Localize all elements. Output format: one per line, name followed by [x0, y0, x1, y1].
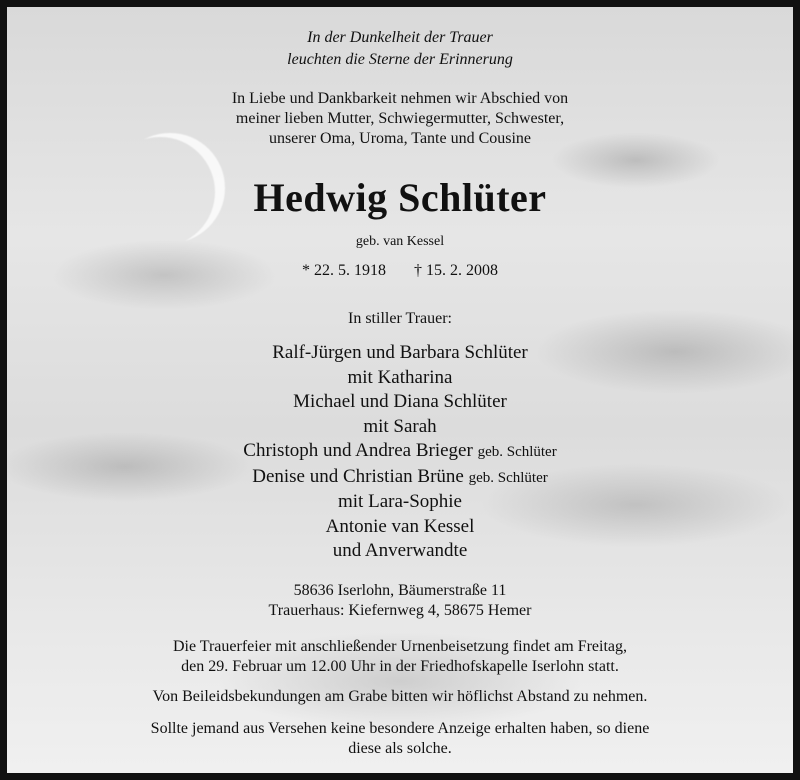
mourner-list [7, 341, 793, 564]
intro-line-1: In Liebe und Dankbarkeit nehmen wir Abschied von [231, 90, 569, 107]
birth-date: * 22. 5. 1918 [302, 262, 386, 279]
maiden-name-suffix: geb. Schlüter [477, 444, 557, 460]
mourner-line: Antonie van Kessel [325, 515, 475, 537]
funeral-line-1: Die Trauerfeier mit anschließender Urnenbeisetzung findet am Freitag, [172, 638, 628, 655]
life-dates [7, 261, 793, 281]
closing-line-2: diese als solche. [348, 740, 452, 757]
mourner-line: Ralf-Jürgen und Barbara Schlüter [272, 342, 528, 363]
motto-line-1: In der Dunkelheit der Trauer [307, 29, 493, 46]
address-line-1: 58636 Iserlohn, Bäumerstraße 11 [293, 582, 507, 599]
intro-line-3: unserer Oma, Uroma, Tante und Cousine [268, 130, 532, 147]
mourning-heading: In stiller Trauer: [348, 310, 452, 327]
mourner-line: Michael und Diana Schlüter [293, 391, 507, 412]
motto-line-2: leuchten die Sterne der Erinnerung [287, 51, 513, 68]
obituary-notice [7, 7, 793, 773]
mourner-line: mit Katharina [347, 366, 453, 388]
closing-line-1: Sollte jemand aus Versehen keine besondere Anzeige erhalten haben, so diene [150, 720, 650, 737]
mourner-line: mit Sarah [363, 415, 437, 437]
mourner-line: und Anverwandte [332, 540, 468, 561]
condolence-note: Von Beileidsbekundungen am Grabe bitten wir höflichst Abstand zu nehmen. [152, 688, 648, 705]
intro-line-2: meiner lieben Mutter, Schwiegermutter, Schwester, [235, 110, 565, 127]
mourner-line: mit Lara-Sophie [338, 491, 462, 512]
death-date: † 15. 2. 2008 [414, 262, 498, 279]
deceased-name: Hedwig Schlüter [253, 175, 547, 220]
birth-name: geb. van Kessel [355, 234, 445, 249]
funeral-line-2: den 29. Februar um 12.00 Uhr in der Friedhofskapelle Iserlohn statt. [181, 658, 619, 675]
maiden-name-suffix: geb. Schlüter [468, 469, 548, 486]
mourner-line: Denise und Christian Brüne geb. Schlüter [252, 465, 548, 487]
address-line-2: Trauerhaus: Kiefernweg 4, 58675 Hemer [268, 602, 532, 619]
mourner-line: Christoph und Andrea Brieger geb. Schlüter [243, 440, 557, 461]
